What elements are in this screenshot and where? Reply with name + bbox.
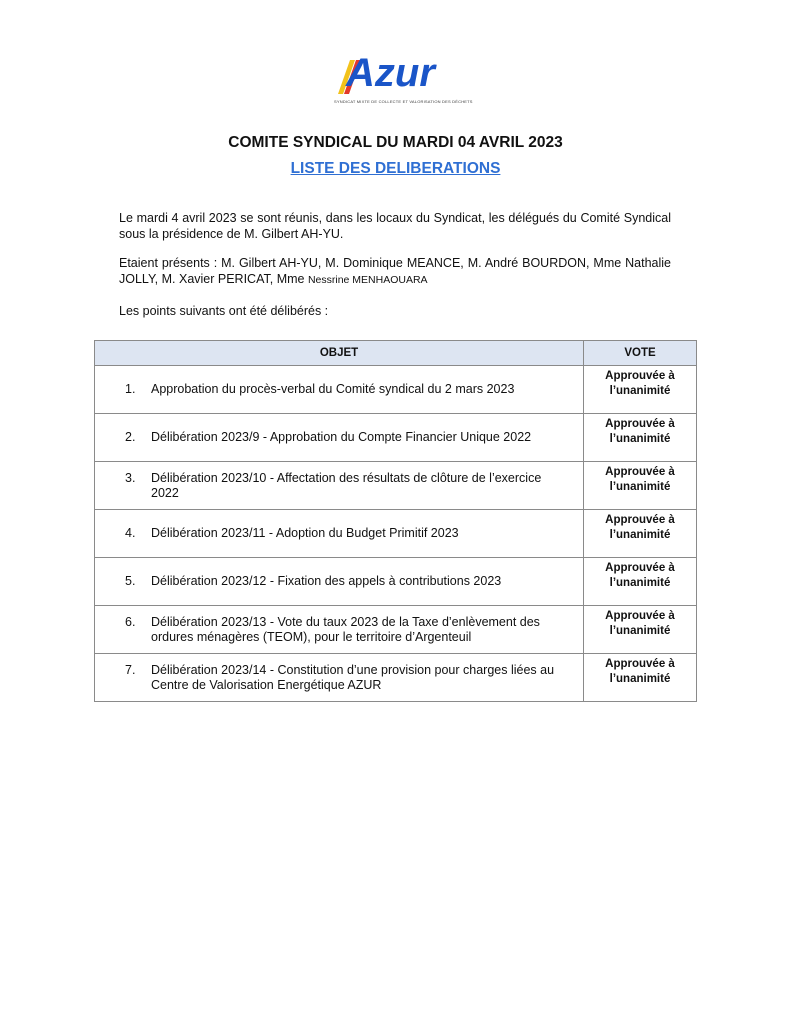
row-number: 7. — [125, 662, 136, 677]
row-number: 1. — [125, 382, 136, 396]
attendees-text: Etaient présents : M. Gilbert AH-YU, M. Dominique MEANCE, M. André BOURDON, Mme Nathalie JOLLY, M. Xavier PERICAT, Mme — [119, 256, 671, 286]
header-objet: OBJET — [95, 341, 584, 366]
attendees-last-name: Nessrine MENHAOUARA — [307, 274, 428, 286]
row-vote: Approuvée à l’unanimité — [584, 462, 697, 510]
row-vote: Approuvée à l’unanimité — [584, 606, 697, 654]
table-row — [95, 510, 697, 558]
deliberations-table — [94, 340, 697, 702]
deliberated-intro: Les points suivants ont été délibérés : — [119, 304, 329, 318]
table-row — [95, 366, 697, 414]
table-header-row — [95, 341, 697, 366]
row-vote: Approuvée à l’unanimité — [584, 414, 697, 462]
row-vote: Approuvée à l’unanimité — [584, 558, 697, 606]
row-objet — [95, 366, 584, 414]
row-number: 2. — [125, 430, 136, 444]
row-objet — [95, 414, 584, 462]
row-text: Délibération 2023/12 - Fixation des appels à contributions 2023 — [151, 574, 502, 588]
row-number: 6. — [125, 614, 136, 629]
row-objet — [95, 606, 584, 654]
table-row — [95, 558, 697, 606]
attendees-paragraph — [119, 255, 671, 288]
azur-logo — [330, 51, 473, 106]
table-row — [95, 462, 697, 510]
subtitle-text: LISTE DES DELIBERATIONS — [290, 160, 501, 177]
row-vote: Approuvée à l’unanimité — [584, 366, 697, 414]
row-number: 3. — [125, 470, 136, 485]
logo-tagline: SYNDICAT MIXTE DE COLLECTE ET VALORISATION DES DÉCHETS — [334, 99, 473, 104]
row-objet — [95, 510, 584, 558]
row-text: Approbation du procès-verbal du Comité syndical du 2 mars 2023 — [151, 382, 515, 396]
row-text: Délibération 2023/10 - Affectation des résultats de clôture de l’exercice 2022 — [151, 470, 542, 500]
table-row — [95, 654, 697, 702]
page-title: COMITE SYNDICAL DU MARDI 04 AVRIL 2023 — [228, 134, 563, 151]
row-text: Délibération 2023/9 - Approbation du Compte Financier Unique 2022 — [151, 430, 532, 444]
row-vote: Approuvée à l’unanimité — [584, 654, 697, 702]
table-row — [95, 606, 697, 654]
logo-wordmark: Azur — [346, 51, 435, 95]
row-objet — [95, 558, 584, 606]
table-row — [95, 414, 697, 462]
row-vote: Approuvée à l’unanimité — [584, 510, 697, 558]
row-number: 4. — [125, 526, 136, 540]
intro-paragraph: Le mardi 4 avril 2023 se sont réunis, dans les locaux du Syndicat, les délégués du Comité Syndical sous la présidence de M. Gilbert AH-YU. — [119, 211, 671, 241]
page-subtitle — [0, 160, 791, 178]
header-vote: VOTE — [584, 341, 697, 366]
row-text: Délibération 2023/11 - Adoption du Budget Primitif 2023 — [151, 526, 459, 540]
row-objet — [95, 462, 584, 510]
row-text: Délibération 2023/14 - Constitution d’une provision pour charges liées au Centre de Valorisation Energétique AZUR — [151, 662, 555, 692]
row-text: Délibération 2023/13 - Vote du taux 2023 de la Taxe d’enlèvement des ordures ménagères (TEOM), pour le territoire d’Argenteuil — [151, 614, 540, 644]
row-objet — [95, 654, 584, 702]
row-number: 5. — [125, 574, 136, 588]
